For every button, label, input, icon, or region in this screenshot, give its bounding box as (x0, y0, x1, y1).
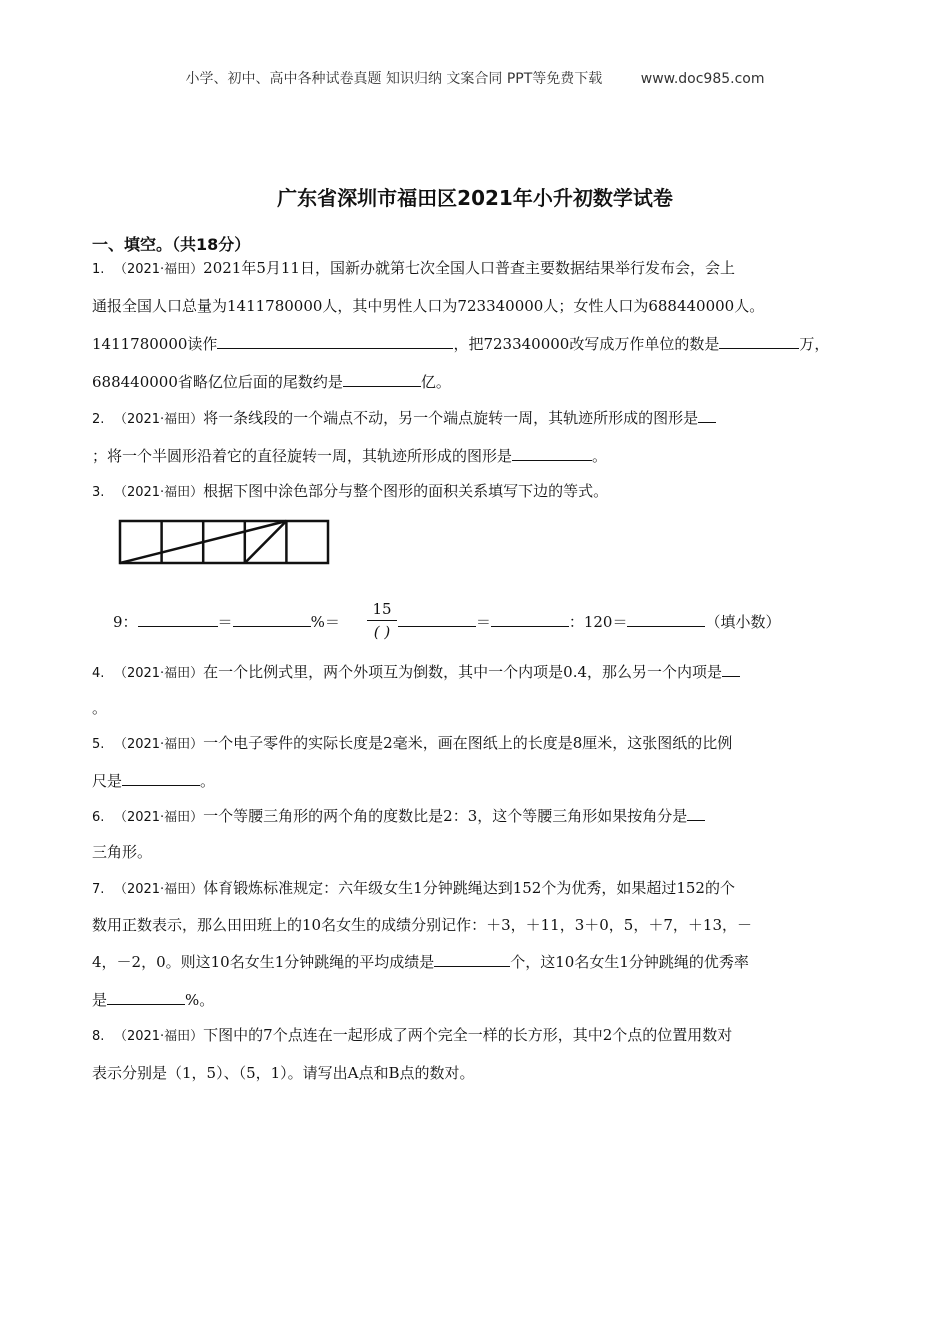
q6-line2: 三角形。 (92, 843, 153, 861)
q3-blank-1[interactable] (138, 612, 218, 627)
q2-line1 (92, 408, 716, 430)
q3-eq-e: ：120＝ (568, 613, 628, 631)
q5-text1: 一个电子零件的实际长度是2毫米，画在图纸上的长度是8厘米，这张图纸的比例 (203, 734, 733, 752)
q7-text4a: 是 (92, 991, 108, 1009)
q5-number: 5. (92, 737, 105, 752)
q3-eq-f: （填小数） (705, 613, 781, 631)
q3-eq-a: 9： (113, 613, 138, 631)
q5-blank[interactable] (122, 771, 200, 786)
header-site: www.doc985.com (640, 71, 765, 87)
q6-line1 (92, 806, 705, 828)
q1-number: 1. (92, 262, 105, 277)
q7-blank-rate[interactable] (107, 990, 185, 1005)
q3-fraction-denominator[interactable]: ( ) (373, 623, 391, 641)
q7-tag: （2021·福田） (113, 882, 204, 897)
q4-number: 4. (92, 666, 105, 681)
q3-tag: （2021·福田） (113, 485, 204, 500)
q3-text1: 根据下图中涂色部分与整个图形的面积关系填写下边的等式。 (203, 482, 609, 500)
q2-number: 2. (92, 412, 105, 427)
q5-line2 (92, 771, 215, 791)
q7-line2: 数用正数表示，那么田田班上的10名女生的成绩分别记作：＋3，＋11，3＋0，5，＋7，＋13，－ (92, 916, 752, 934)
q1-text3c: 万， (799, 335, 830, 353)
q3-fraction (367, 600, 397, 641)
q1-text1: 2021年5月11日，国新办就第七次全国人口普查主要数据结果举行发布会，会上 (203, 259, 735, 277)
q7-line1 (92, 878, 735, 900)
q3-equation (113, 612, 781, 632)
q3-line1 (92, 481, 608, 503)
q3-blank-3[interactable] (398, 612, 476, 627)
q2-blank-2[interactable] (512, 446, 592, 461)
q4-line2: 。 (92, 699, 108, 717)
q5-tag: （2021·福田） (113, 737, 204, 752)
q8-tag: （2021·福田） (113, 1029, 204, 1044)
q1-text4b: 亿。 (420, 373, 451, 391)
q3-fraction-numerator: 15 (372, 600, 392, 618)
q2-text2b: 。 (592, 447, 608, 465)
q7-line3 (92, 952, 749, 972)
q8-number: 8. (92, 1029, 105, 1044)
q3-eq-d: ＝ (475, 613, 491, 631)
q7-blank-average[interactable] (434, 952, 510, 967)
q8-line2: 表示分别是（1，5）、（5，1）。请写出A点和B点的数对。 (92, 1064, 475, 1082)
header-text: 小学、初中、高中各种试卷真题 知识归纳 文案合同 PPT等免费下载 (185, 71, 603, 87)
q3-number: 3. (92, 485, 105, 500)
q4-blank[interactable] (722, 662, 740, 677)
q3-eq-b: ＝ (217, 613, 233, 631)
q7-text3b: 个，这10名女生1分钟跳绳的优秀率 (510, 953, 749, 971)
q5-text2b: 。 (200, 772, 216, 790)
q1-blank-yi[interactable] (343, 372, 421, 387)
q3-blank-4[interactable] (491, 612, 569, 627)
q1-text4a: 688440000省略亿位后面的尾数约是 (92, 373, 343, 391)
q2-blank-1[interactable] (698, 408, 716, 423)
page-title: 广东省深圳市福田区2021年小升初数学试卷 (277, 186, 673, 210)
q7-text3a: 4，－2，0。则这10名女生1分钟跳绳的平均成绩是 (92, 953, 435, 971)
q5-line1 (92, 733, 732, 755)
page-header (0, 68, 950, 88)
q3-fraction-bar (367, 620, 397, 621)
q6-text1: 一个等腰三角形的两个角的度数比是2：3，这个等腰三角形如果按角分是 (203, 807, 688, 825)
q1-tag: （2021·福田） (113, 262, 204, 277)
q7-number: 7. (92, 882, 105, 897)
q7-text4b: %。 (185, 991, 215, 1009)
q1-line1 (92, 258, 735, 280)
q1-line3 (92, 334, 829, 354)
q6-tag: （2021·福田） (113, 810, 204, 825)
q1-line2: 通报全国人口总量为1411780000人，其中男性人口为723340000人；女性人口为688440000人。 (92, 297, 765, 315)
q1-text3b: ，把723340000改写成万作单位的数是 (453, 335, 720, 353)
q1-blank-wan[interactable] (719, 334, 799, 349)
q6-number: 6. (92, 810, 105, 825)
q2-tag: （2021·福田） (113, 412, 204, 427)
q2-text1: 将一条线段的一个端点不动，另一个端点旋转一周，其轨迹所形成的图形是 (203, 409, 699, 427)
q2-line2 (92, 446, 607, 466)
q1-blank-reading[interactable] (217, 334, 453, 349)
q1-text3a: 1411780000读作 (92, 335, 218, 353)
q4-text1: 在一个比例式里，两个外项互为倒数，其中一个内项是0.4，那么另一个内项是 (203, 663, 723, 681)
q2-text2a: ；将一个半圆形沿着它的直径旋转一周，其轨迹所形成的图形是 (92, 447, 513, 465)
q7-text1: 体育锻炼标准规定：六年级女生1分钟跳绳达到152个为优秀，如果超过152的个 (203, 879, 735, 897)
q4-tag: （2021·福田） (113, 666, 204, 681)
q3-blank-5[interactable] (627, 612, 705, 627)
q3-blank-2[interactable] (233, 612, 311, 627)
q6-blank[interactable] (687, 806, 705, 821)
q4-line1 (92, 662, 740, 684)
section-heading: 一、填空。（共18分） (92, 235, 251, 254)
q7-line4 (92, 990, 214, 1010)
q5-text2a: 尺是 (92, 772, 123, 790)
q1-line4 (92, 372, 451, 392)
q8-text1: 下图中的7个点连在一起形成了两个完全一样的长方形，其中2个点的位置用数对 (203, 1026, 733, 1044)
q3-rectangle-figure (118, 518, 332, 568)
q8-line1 (92, 1025, 732, 1047)
q3-eq-c: %＝ (310, 613, 340, 631)
